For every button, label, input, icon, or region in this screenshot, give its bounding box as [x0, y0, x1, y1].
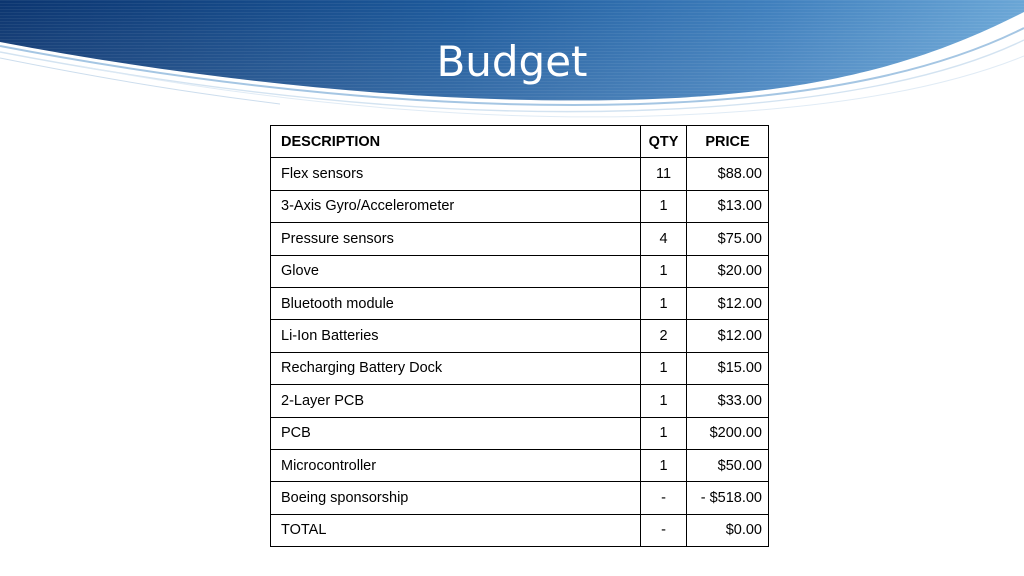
- header-description: DESCRIPTION: [271, 126, 641, 158]
- cell-description: PCB: [271, 417, 641, 449]
- cell-qty: -: [641, 514, 687, 546]
- cell-description: Boeing sponsorship: [271, 482, 641, 514]
- cell-price: $12.00: [687, 287, 769, 319]
- cell-description: 3-Axis Gyro/Accelerometer: [271, 190, 641, 222]
- table-row: [271, 287, 769, 319]
- cell-description: 2-Layer PCB: [271, 385, 641, 417]
- table-header-row: [271, 126, 769, 158]
- cell-price: $50.00: [687, 449, 769, 481]
- header-price: PRICE: [687, 126, 769, 158]
- table-row: [271, 190, 769, 222]
- cell-qty: 1: [641, 287, 687, 319]
- budget-table: [270, 125, 769, 547]
- cell-description: TOTAL: [271, 514, 641, 546]
- cell-price: $12.00: [687, 320, 769, 352]
- cell-price: $15.00: [687, 352, 769, 384]
- table-row: [271, 417, 769, 449]
- cell-price: $200.00: [687, 417, 769, 449]
- table-row-total: [271, 514, 769, 546]
- cell-price: $20.00: [687, 255, 769, 287]
- cell-description: Microcontroller: [271, 449, 641, 481]
- cell-price: $88.00: [687, 158, 769, 190]
- cell-qty: 1: [641, 352, 687, 384]
- header-qty: QTY: [641, 126, 687, 158]
- cell-price: $75.00: [687, 223, 769, 255]
- cell-qty: 1: [641, 190, 687, 222]
- cell-qty: 1: [641, 385, 687, 417]
- cell-price: $13.00: [687, 190, 769, 222]
- table-row: [271, 158, 769, 190]
- cell-qty: 1: [641, 255, 687, 287]
- cell-qty: 1: [641, 449, 687, 481]
- table-row: [271, 449, 769, 481]
- table-row: [271, 482, 769, 514]
- table-row: [271, 385, 769, 417]
- cell-description: Bluetooth module: [271, 287, 641, 319]
- table-row: [271, 352, 769, 384]
- table-row: [271, 223, 769, 255]
- cell-qty: -: [641, 482, 687, 514]
- table-row: [271, 255, 769, 287]
- cell-description: Glove: [271, 255, 641, 287]
- cell-qty: 2: [641, 320, 687, 352]
- table-row: [271, 320, 769, 352]
- slide-title: Budget: [436, 37, 588, 86]
- cell-qty: 4: [641, 223, 687, 255]
- cell-description: Li-Ion Batteries: [271, 320, 641, 352]
- cell-price: $0.00: [687, 514, 769, 546]
- cell-qty: 1: [641, 417, 687, 449]
- cell-description: Pressure sensors: [271, 223, 641, 255]
- cell-qty: 11: [641, 158, 687, 190]
- cell-description: Flex sensors: [271, 158, 641, 190]
- cell-description: Recharging Battery Dock: [271, 352, 641, 384]
- cell-price: - $518.00: [687, 482, 769, 514]
- cell-price: $33.00: [687, 385, 769, 417]
